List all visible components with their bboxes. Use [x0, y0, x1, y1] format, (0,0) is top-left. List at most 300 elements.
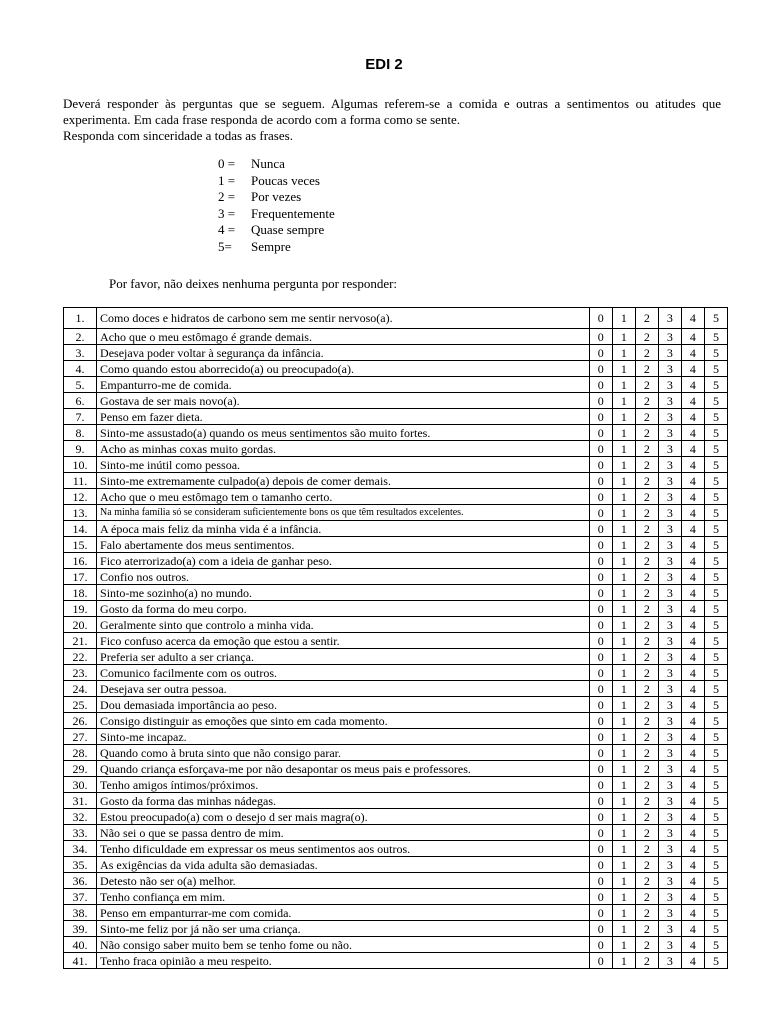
answer-option-5[interactable]: 5 [704, 889, 727, 905]
answer-option-0[interactable]: 0 [589, 553, 612, 569]
answer-option-0[interactable]: 0 [589, 361, 612, 377]
answer-option-1[interactable]: 1 [612, 569, 635, 585]
answer-option-3[interactable]: 3 [658, 425, 681, 441]
answer-option-5[interactable]: 5 [704, 537, 727, 553]
answer-option-4[interactable]: 4 [681, 937, 704, 953]
answer-option-0[interactable]: 0 [589, 761, 612, 777]
answer-option-4[interactable]: 4 [681, 425, 704, 441]
answer-option-3[interactable]: 3 [658, 889, 681, 905]
answer-option-0[interactable]: 0 [589, 889, 612, 905]
answer-option-3[interactable]: 3 [658, 633, 681, 649]
answer-option-4[interactable]: 4 [681, 457, 704, 473]
answer-option-3[interactable]: 3 [658, 617, 681, 633]
answer-option-4[interactable]: 4 [681, 729, 704, 745]
answer-option-1[interactable]: 1 [612, 777, 635, 793]
question-number: 10. [64, 457, 97, 473]
question-text: Sinto-me incapaz. [97, 729, 590, 745]
answer-option-5[interactable]: 5 [704, 505, 727, 521]
answer-option-4[interactable]: 4 [681, 697, 704, 713]
answer-option-1[interactable]: 1 [612, 697, 635, 713]
answer-option-4[interactable]: 4 [681, 745, 704, 761]
question-row [64, 457, 728, 473]
question-number: 27. [64, 729, 97, 745]
answer-option-2[interactable]: 2 [635, 617, 658, 633]
answer-option-3[interactable]: 3 [658, 457, 681, 473]
answer-option-0[interactable]: 0 [589, 809, 612, 825]
answer-option-2[interactable]: 2 [635, 308, 658, 329]
answer-option-5[interactable]: 5 [704, 953, 727, 969]
answer-option-5[interactable]: 5 [704, 937, 727, 953]
answer-option-1[interactable]: 1 [612, 953, 635, 969]
question-row [64, 521, 728, 537]
answer-option-4[interactable]: 4 [681, 857, 704, 873]
answer-option-0[interactable]: 0 [589, 457, 612, 473]
question-number: 19. [64, 601, 97, 617]
answer-option-3[interactable]: 3 [658, 585, 681, 601]
answer-option-2[interactable]: 2 [635, 697, 658, 713]
answer-option-5[interactable]: 5 [704, 825, 727, 841]
question-number: 17. [64, 569, 97, 585]
question-text: Tenho amigos íntimos/próximos. [97, 777, 590, 793]
answer-option-1[interactable]: 1 [612, 905, 635, 921]
answer-option-5[interactable]: 5 [704, 841, 727, 857]
answer-option-1[interactable]: 1 [612, 489, 635, 505]
scale-label: Sempre [251, 238, 291, 254]
answer-option-3[interactable]: 3 [658, 537, 681, 553]
answer-option-5[interactable]: 5 [704, 761, 727, 777]
question-text: Gostava de ser mais novo(a). [97, 393, 590, 409]
question-text: Geralmente sinto que controlo a minha vida. [97, 617, 590, 633]
answer-option-1[interactable]: 1 [612, 921, 635, 937]
answer-option-1[interactable]: 1 [612, 889, 635, 905]
answer-option-2[interactable]: 2 [635, 681, 658, 697]
answer-option-2[interactable]: 2 [635, 825, 658, 841]
answer-option-0[interactable]: 0 [589, 729, 612, 745]
answer-option-0[interactable]: 0 [589, 857, 612, 873]
answer-option-2[interactable]: 2 [635, 873, 658, 889]
answer-option-4[interactable]: 4 [681, 308, 704, 329]
answer-option-2[interactable]: 2 [635, 521, 658, 537]
question-text: Tenho dificuldade em expressar os meus sentimentos aos outros. [97, 841, 590, 857]
answer-option-1[interactable]: 1 [612, 308, 635, 329]
answer-option-1[interactable]: 1 [612, 473, 635, 489]
answer-option-2[interactable]: 2 [635, 905, 658, 921]
question-number: 32. [64, 809, 97, 825]
answer-option-4[interactable]: 4 [681, 905, 704, 921]
answer-option-3[interactable]: 3 [658, 308, 681, 329]
answer-option-3[interactable]: 3 [658, 857, 681, 873]
answer-option-0[interactable]: 0 [589, 393, 612, 409]
answer-option-0[interactable]: 0 [589, 953, 612, 969]
answer-option-3[interactable]: 3 [658, 953, 681, 969]
answer-option-3[interactable]: 3 [658, 729, 681, 745]
answer-option-2[interactable]: 2 [635, 569, 658, 585]
answer-option-5[interactable]: 5 [704, 633, 727, 649]
answer-option-2[interactable]: 2 [635, 745, 658, 761]
answer-option-1[interactable]: 1 [612, 425, 635, 441]
answer-option-3[interactable]: 3 [658, 377, 681, 393]
answer-option-1[interactable]: 1 [612, 873, 635, 889]
answer-option-4[interactable]: 4 [681, 601, 704, 617]
answer-option-0[interactable]: 0 [589, 617, 612, 633]
answer-option-5[interactable]: 5 [704, 489, 727, 505]
answer-option-0[interactable]: 0 [589, 713, 612, 729]
answer-option-4[interactable]: 4 [681, 489, 704, 505]
answer-option-1[interactable]: 1 [612, 537, 635, 553]
answer-option-3[interactable]: 3 [658, 393, 681, 409]
answer-option-5[interactable]: 5 [704, 409, 727, 425]
answer-option-3[interactable]: 3 [658, 361, 681, 377]
answer-option-2[interactable]: 2 [635, 889, 658, 905]
answer-option-0[interactable]: 0 [589, 441, 612, 457]
question-text: Acho que o meu estômago tem o tamanho certo. [97, 489, 590, 505]
answer-option-2[interactable]: 2 [635, 601, 658, 617]
answer-option-5[interactable]: 5 [704, 745, 727, 761]
answer-option-4[interactable]: 4 [681, 617, 704, 633]
answer-option-0[interactable]: 0 [589, 601, 612, 617]
answer-option-2[interactable]: 2 [635, 713, 658, 729]
answer-option-2[interactable]: 2 [635, 361, 658, 377]
answer-option-4[interactable]: 4 [681, 873, 704, 889]
answer-option-5[interactable]: 5 [704, 665, 727, 681]
answer-option-0[interactable]: 0 [589, 745, 612, 761]
answer-option-0[interactable]: 0 [589, 697, 612, 713]
answer-option-4[interactable]: 4 [681, 585, 704, 601]
answer-option-4[interactable]: 4 [681, 793, 704, 809]
answer-option-3[interactable]: 3 [658, 665, 681, 681]
answer-option-2[interactable]: 2 [635, 649, 658, 665]
answer-option-3[interactable]: 3 [658, 473, 681, 489]
answer-option-1[interactable]: 1 [612, 585, 635, 601]
answer-option-2[interactable]: 2 [635, 553, 658, 569]
answer-option-3[interactable]: 3 [658, 697, 681, 713]
answer-option-4[interactable]: 4 [681, 409, 704, 425]
answer-option-2[interactable]: 2 [635, 857, 658, 873]
answer-option-2[interactable]: 2 [635, 585, 658, 601]
question-text: Quando como à bruta sinto que não consigo parar. [97, 745, 590, 761]
answer-option-0[interactable]: 0 [589, 905, 612, 921]
answer-option-3[interactable]: 3 [658, 521, 681, 537]
answer-option-1[interactable]: 1 [612, 793, 635, 809]
answer-option-3[interactable]: 3 [658, 825, 681, 841]
answer-option-1[interactable]: 1 [612, 841, 635, 857]
answer-option-1[interactable]: 1 [612, 937, 635, 953]
answer-option-1[interactable]: 1 [612, 857, 635, 873]
scale-item [218, 222, 335, 239]
answer-option-4[interactable]: 4 [681, 665, 704, 681]
answer-option-0[interactable]: 0 [589, 937, 612, 953]
answer-option-0[interactable]: 0 [589, 793, 612, 809]
question-number: 41. [64, 953, 97, 969]
answer-option-2[interactable]: 2 [635, 489, 658, 505]
question-row [64, 889, 728, 905]
answer-option-0[interactable]: 0 [589, 873, 612, 889]
question-row [64, 361, 728, 377]
answer-option-1[interactable]: 1 [612, 553, 635, 569]
answer-option-2[interactable]: 2 [635, 921, 658, 937]
answer-option-3[interactable]: 3 [658, 809, 681, 825]
answer-option-1[interactable]: 1 [612, 633, 635, 649]
question-row [64, 905, 728, 921]
answer-option-0[interactable]: 0 [589, 569, 612, 585]
answer-option-5[interactable]: 5 [704, 905, 727, 921]
answer-option-3[interactable]: 3 [658, 761, 681, 777]
answer-option-4[interactable]: 4 [681, 809, 704, 825]
answer-option-1[interactable]: 1 [612, 441, 635, 457]
answer-option-4[interactable]: 4 [681, 329, 704, 345]
answer-option-1[interactable]: 1 [612, 505, 635, 521]
question-row [64, 825, 728, 841]
answer-option-4[interactable]: 4 [681, 521, 704, 537]
question-row [64, 617, 728, 633]
answer-option-5[interactable]: 5 [704, 553, 727, 569]
question-text: Sinto-me extremamente culpado(a) depois de comer demais. [97, 473, 590, 489]
answer-option-5[interactable]: 5 [704, 457, 727, 473]
question-row [64, 697, 728, 713]
question-row [64, 681, 728, 697]
answer-option-1[interactable]: 1 [612, 601, 635, 617]
answer-option-3[interactable]: 3 [658, 569, 681, 585]
question-number: 9. [64, 441, 97, 457]
answer-option-0[interactable]: 0 [589, 633, 612, 649]
intro-paragraph: Deverá responder às perguntas que se seguem. Algumas referem-se a comida e outras a sentimentos ou atitudes que experimenta. Em cada frase responda de acordo com a forma como se sente. [63, 96, 721, 127]
answer-option-3[interactable]: 3 [658, 441, 681, 457]
answer-option-2[interactable]: 2 [635, 457, 658, 473]
question-row [64, 537, 728, 553]
answer-option-0[interactable]: 0 [589, 473, 612, 489]
answer-option-4[interactable]: 4 [681, 441, 704, 457]
answer-option-3[interactable]: 3 [658, 905, 681, 921]
answer-option-4[interactable]: 4 [681, 633, 704, 649]
answer-option-2[interactable]: 2 [635, 793, 658, 809]
answer-option-0[interactable]: 0 [589, 681, 612, 697]
answer-option-3[interactable]: 3 [658, 921, 681, 937]
answer-option-0[interactable]: 0 [589, 777, 612, 793]
answer-option-5[interactable]: 5 [704, 793, 727, 809]
answer-option-2[interactable]: 2 [635, 953, 658, 969]
answer-option-4[interactable]: 4 [681, 505, 704, 521]
answer-option-5[interactable]: 5 [704, 921, 727, 937]
answer-option-5[interactable]: 5 [704, 393, 727, 409]
answer-option-5[interactable]: 5 [704, 729, 727, 745]
answer-option-1[interactable]: 1 [612, 345, 635, 361]
answer-option-4[interactable]: 4 [681, 553, 704, 569]
question-text: Confio nos outros. [97, 569, 590, 585]
answer-option-4[interactable]: 4 [681, 649, 704, 665]
scale-key: 4 = [218, 222, 236, 238]
answer-option-4[interactable]: 4 [681, 841, 704, 857]
question-row [64, 761, 728, 777]
answer-option-0[interactable]: 0 [589, 505, 612, 521]
question-number: 36. [64, 873, 97, 889]
question-row [64, 473, 728, 489]
answer-option-5[interactable]: 5 [704, 441, 727, 457]
answer-option-3[interactable]: 3 [658, 873, 681, 889]
answer-option-0[interactable]: 0 [589, 585, 612, 601]
question-number: 11. [64, 473, 97, 489]
answer-option-5[interactable]: 5 [704, 569, 727, 585]
answer-option-4[interactable]: 4 [681, 825, 704, 841]
answer-option-4[interactable]: 4 [681, 713, 704, 729]
question-number: 16. [64, 553, 97, 569]
answer-option-5[interactable]: 5 [704, 617, 727, 633]
answer-option-3[interactable]: 3 [658, 793, 681, 809]
answer-option-5[interactable]: 5 [704, 857, 727, 873]
answer-option-4[interactable]: 4 [681, 393, 704, 409]
answer-option-2[interactable]: 2 [635, 329, 658, 345]
question-text: Como doces e hidratos de carbono sem me sentir nervoso(a). [97, 308, 590, 329]
answer-option-0[interactable]: 0 [589, 329, 612, 345]
answer-option-0[interactable]: 0 [589, 425, 612, 441]
scale-label: Quase sempre [251, 222, 325, 238]
question-text: Acho que o meu estômago é grande demais. [97, 329, 590, 345]
answer-option-1[interactable]: 1 [612, 329, 635, 345]
answer-option-3[interactable]: 3 [658, 777, 681, 793]
answer-option-1[interactable]: 1 [612, 409, 635, 425]
answer-option-1[interactable]: 1 [612, 521, 635, 537]
answer-option-2[interactable]: 2 [635, 665, 658, 681]
answer-option-4[interactable]: 4 [681, 361, 704, 377]
answer-option-2[interactable]: 2 [635, 409, 658, 425]
scale-key: 5= [218, 238, 232, 254]
answer-option-5[interactable]: 5 [704, 473, 727, 489]
answer-option-4[interactable]: 4 [681, 569, 704, 585]
answer-option-1[interactable]: 1 [612, 649, 635, 665]
answer-option-1[interactable]: 1 [612, 745, 635, 761]
answer-option-4[interactable]: 4 [681, 777, 704, 793]
answer-option-0[interactable]: 0 [589, 921, 612, 937]
answer-option-0[interactable]: 0 [589, 308, 612, 329]
question-text: Empanturro-me de comida. [97, 377, 590, 393]
answer-option-2[interactable]: 2 [635, 377, 658, 393]
answer-option-4[interactable]: 4 [681, 921, 704, 937]
answer-option-5[interactable]: 5 [704, 697, 727, 713]
answer-option-3[interactable]: 3 [658, 745, 681, 761]
question-number: 15. [64, 537, 97, 553]
answer-option-1[interactable]: 1 [612, 665, 635, 681]
answer-option-2[interactable]: 2 [635, 505, 658, 521]
answer-option-5[interactable]: 5 [704, 713, 727, 729]
answer-option-2[interactable]: 2 [635, 761, 658, 777]
answer-option-5[interactable]: 5 [704, 329, 727, 345]
answer-option-0[interactable]: 0 [589, 489, 612, 505]
question-number: 5. [64, 377, 97, 393]
answer-option-2[interactable]: 2 [635, 537, 658, 553]
answer-option-1[interactable]: 1 [612, 617, 635, 633]
answer-option-1[interactable]: 1 [612, 457, 635, 473]
question-number: 37. [64, 889, 97, 905]
answer-option-5[interactable]: 5 [704, 361, 727, 377]
answer-option-0[interactable]: 0 [589, 649, 612, 665]
answer-option-5[interactable]: 5 [704, 809, 727, 825]
answer-option-5[interactable]: 5 [704, 777, 727, 793]
answer-option-2[interactable]: 2 [635, 777, 658, 793]
answer-option-0[interactable]: 0 [589, 377, 612, 393]
answer-option-5[interactable]: 5 [704, 585, 727, 601]
answer-option-4[interactable]: 4 [681, 953, 704, 969]
question-row [64, 873, 728, 889]
answer-option-1[interactable]: 1 [612, 393, 635, 409]
answer-option-5[interactable]: 5 [704, 873, 727, 889]
question-text: Não sei o que se passa dentro de mim. [97, 825, 590, 841]
answer-option-2[interactable]: 2 [635, 345, 658, 361]
answer-option-0[interactable]: 0 [589, 345, 612, 361]
answer-option-0[interactable]: 0 [589, 537, 612, 553]
answer-option-3[interactable]: 3 [658, 505, 681, 521]
answer-option-5[interactable]: 5 [704, 521, 727, 537]
answer-option-5[interactable]: 5 [704, 345, 727, 361]
answer-option-1[interactable]: 1 [612, 729, 635, 745]
answer-option-5[interactable]: 5 [704, 308, 727, 329]
answer-option-3[interactable]: 3 [658, 649, 681, 665]
answer-option-3[interactable]: 3 [658, 345, 681, 361]
answer-option-3[interactable]: 3 [658, 601, 681, 617]
question-text: Falo abertamente dos meus sentimentos. [97, 537, 590, 553]
question-text: Sinto-me inútil como pessoa. [97, 457, 590, 473]
answer-option-1[interactable]: 1 [612, 377, 635, 393]
question-text: As exigências da vida adulta são demasiadas. [97, 857, 590, 873]
answer-option-4[interactable]: 4 [681, 761, 704, 777]
answer-option-2[interactable]: 2 [635, 441, 658, 457]
question-number: 21. [64, 633, 97, 649]
question-row [64, 489, 728, 505]
answer-option-4[interactable]: 4 [681, 473, 704, 489]
answer-option-2[interactable]: 2 [635, 425, 658, 441]
answer-option-3[interactable]: 3 [658, 937, 681, 953]
answer-option-0[interactable]: 0 [589, 409, 612, 425]
answer-option-5[interactable]: 5 [704, 377, 727, 393]
answer-option-0[interactable]: 0 [589, 521, 612, 537]
answer-scale-legend [218, 156, 335, 256]
answer-option-0[interactable]: 0 [589, 665, 612, 681]
answer-option-5[interactable]: 5 [704, 649, 727, 665]
answer-option-2[interactable]: 2 [635, 393, 658, 409]
question-row [64, 393, 728, 409]
answer-option-3[interactable]: 3 [658, 681, 681, 697]
answer-option-4[interactable]: 4 [681, 377, 704, 393]
question-text: Sinto-me sozinho(a) no mundo. [97, 585, 590, 601]
answer-option-3[interactable]: 3 [658, 553, 681, 569]
answer-option-3[interactable]: 3 [658, 329, 681, 345]
answer-option-4[interactable]: 4 [681, 681, 704, 697]
answer-option-2[interactable]: 2 [635, 633, 658, 649]
answer-option-1[interactable]: 1 [612, 713, 635, 729]
answer-option-2[interactable]: 2 [635, 729, 658, 745]
answer-option-4[interactable]: 4 [681, 345, 704, 361]
answer-option-3[interactable]: 3 [658, 841, 681, 857]
answer-option-3[interactable]: 3 [658, 489, 681, 505]
answer-option-5[interactable]: 5 [704, 425, 727, 441]
answer-option-1[interactable]: 1 [612, 761, 635, 777]
answer-option-5[interactable]: 5 [704, 681, 727, 697]
answer-option-4[interactable]: 4 [681, 537, 704, 553]
answer-option-0[interactable]: 0 [589, 825, 612, 841]
answer-option-5[interactable]: 5 [704, 601, 727, 617]
answer-option-1[interactable]: 1 [612, 825, 635, 841]
answer-option-3[interactable]: 3 [658, 409, 681, 425]
answer-option-2[interactable]: 2 [635, 937, 658, 953]
answer-option-2[interactable]: 2 [635, 841, 658, 857]
answer-option-1[interactable]: 1 [612, 681, 635, 697]
answer-option-2[interactable]: 2 [635, 809, 658, 825]
answer-option-1[interactable]: 1 [612, 809, 635, 825]
answer-option-0[interactable]: 0 [589, 841, 612, 857]
intro-text [63, 96, 721, 144]
answer-option-3[interactable]: 3 [658, 713, 681, 729]
answer-option-2[interactable]: 2 [635, 473, 658, 489]
answer-option-4[interactable]: 4 [681, 889, 704, 905]
answer-option-1[interactable]: 1 [612, 361, 635, 377]
